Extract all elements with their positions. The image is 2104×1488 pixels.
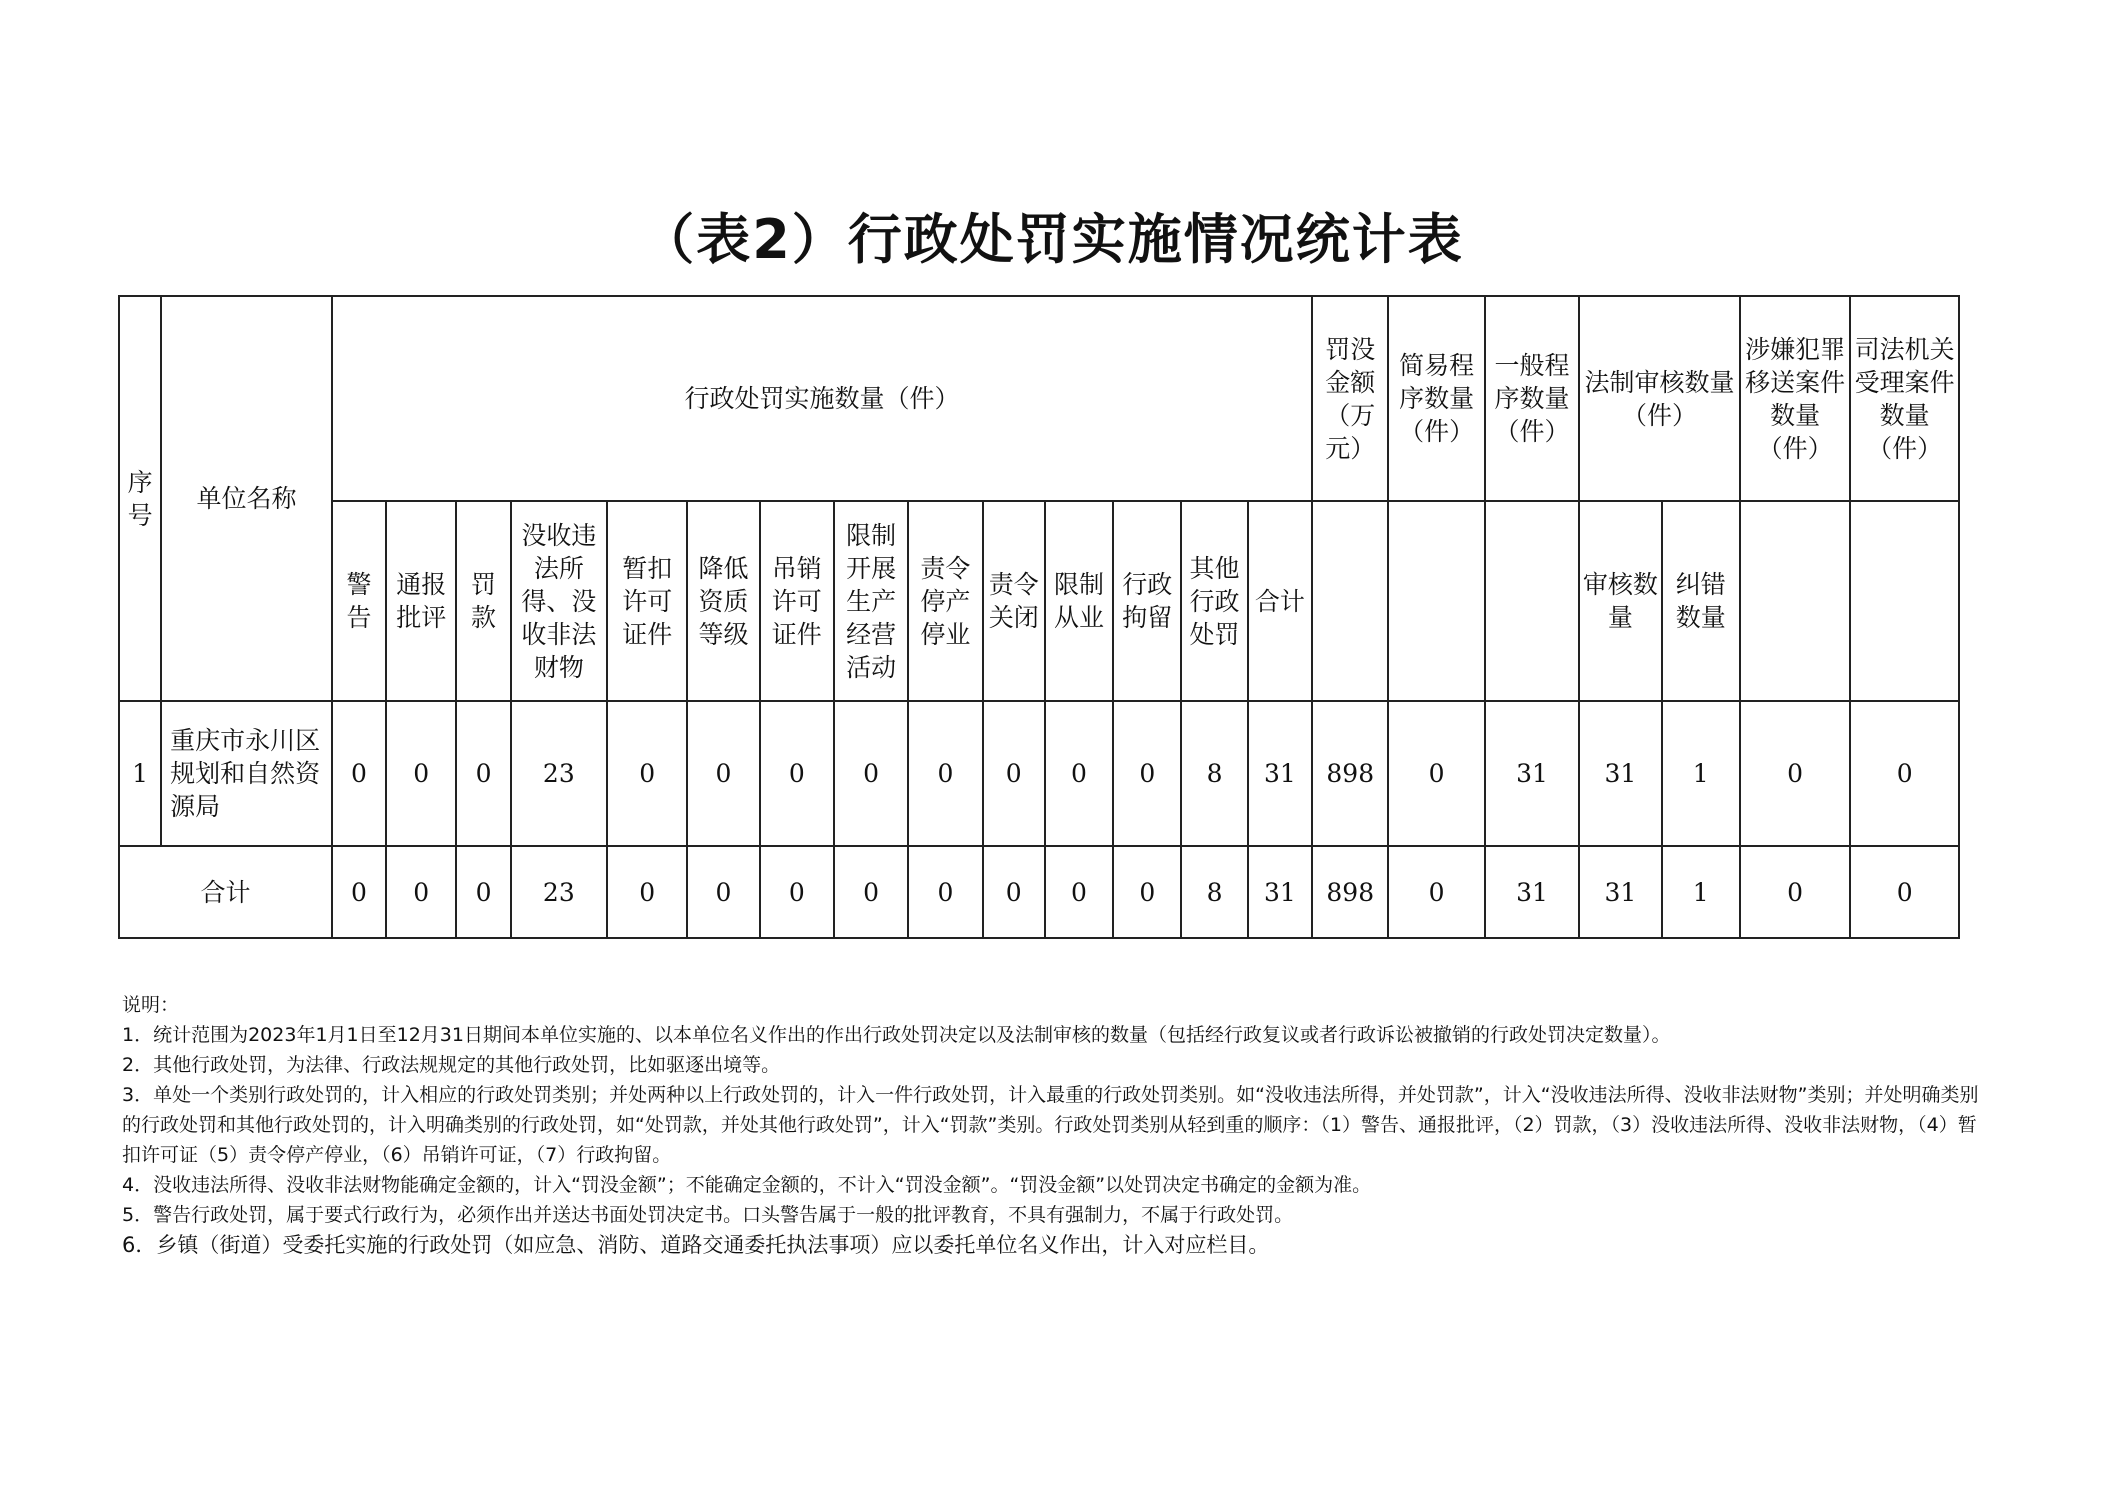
- header-general-procedure: 一般程序数量（件）: [1485, 296, 1579, 501]
- header-other-penalty: 其他行政处罚: [1181, 501, 1247, 701]
- header-crime-transfer: 涉嫌犯罪移送案件数量（件）: [1740, 296, 1850, 501]
- header-seq: 序号: [119, 296, 161, 701]
- cell-value: 0: [834, 701, 908, 846]
- header-employment-restriction: 限制从业: [1045, 501, 1113, 701]
- total-value: 0: [1850, 846, 1959, 938]
- cell-value: 0: [386, 701, 456, 846]
- header-empty: [1388, 501, 1484, 701]
- total-value: 0: [760, 846, 834, 938]
- header-detention: 行政拘留: [1113, 501, 1181, 701]
- total-value: 0: [687, 846, 759, 938]
- cell-value: 0: [1388, 701, 1484, 846]
- total-value: 31: [1248, 846, 1312, 938]
- total-value: 0: [607, 846, 687, 938]
- statistics-table: [118, 295, 1960, 939]
- header-empty: [1740, 501, 1850, 701]
- header-confiscation: 没收违法所得、没收非法财物: [511, 501, 607, 701]
- header-fine-amount: 罚没金额（万元）: [1312, 296, 1388, 501]
- total-value: 0: [386, 846, 456, 938]
- cell-value: 0: [1113, 701, 1181, 846]
- total-value: 898: [1312, 846, 1388, 938]
- cell-value: 1: [1662, 701, 1740, 846]
- cell-value: 0: [687, 701, 759, 846]
- total-value: 0: [456, 846, 510, 938]
- table-row: [119, 701, 1959, 846]
- cell-value: 8: [1181, 701, 1247, 846]
- cell-value: 31: [1248, 701, 1312, 846]
- cell-value: 0: [607, 701, 687, 846]
- note-item: 6．乡镇（街道）受委托实施的行政处罚（如应急、消防、道路交通委托执法事项）应以委托单位名义作出，计入对应栏目。: [122, 1233, 1270, 1257]
- page-title: （表2）行政处罚实施情况统计表: [640, 208, 1464, 271]
- total-value: 0: [834, 846, 908, 938]
- cell-value: 31: [1579, 701, 1661, 846]
- row-seq: 1: [119, 701, 161, 846]
- cell-value: 898: [1312, 701, 1388, 846]
- cell-value: 0: [760, 701, 834, 846]
- note-item: 2．其他行政处罚，为法律、行政法规规定的其他行政处罚，比如驱逐出境等。: [122, 1054, 781, 1076]
- header-penalty-count-group: 行政处罚实施数量（件）: [332, 296, 1312, 501]
- total-value: 0: [1740, 846, 1850, 938]
- total-value: 1: [1662, 846, 1740, 938]
- cell-value: 0: [908, 701, 982, 846]
- header-production-restriction: 限制开展生产经营活动: [834, 501, 908, 701]
- header-judicial-accept: 司法机关受理案件数量（件）: [1850, 296, 1959, 501]
- cell-value: 0: [983, 701, 1045, 846]
- row-unit-name: 重庆市永川区规划和自然资源局: [161, 701, 332, 846]
- total-value: 0: [1388, 846, 1484, 938]
- total-value: 0: [1113, 846, 1181, 938]
- header-circulated-criticism: 通报批评: [386, 501, 456, 701]
- header-subtotal: 合计: [1248, 501, 1312, 701]
- total-row: [119, 846, 1959, 938]
- header-unit-name: 单位名称: [161, 296, 332, 701]
- cell-value: 0: [456, 701, 510, 846]
- total-value: 0: [1045, 846, 1113, 938]
- header-correction-count: 纠错数量: [1662, 501, 1740, 701]
- note-item: 5．警告行政处罚，属于要式行政行为，必须作出并送达书面处罚决定书。口头警告属于一般的批评教育，不具有强制力，不属于行政处罚。: [122, 1204, 1294, 1226]
- total-label: 合计: [119, 846, 332, 938]
- header-suspension-order: 责令停产停业: [908, 501, 982, 701]
- note-item: 3．单处一个类别行政处罚的，计入相应的行政处罚类别；并处两种以上行政处罚的，计入一件行政处罚，计入最重的行政处罚类别。如“没收违法所得，并处罚款”，计入“没收违法所得、没收非法财物”类别；并处明确类别的行政处罚和其他行政处罚的，计入明确类别的行政处罚，如“处罚款，并处其他行政处罚”，计入“罚款”类别。行政处罚类别从轻到重的顺序：（1）警告、通报批评，（2）罚款，（3）没收违法所得、没收非法财物，（4）暂扣许可证（5）责令停产停业，（6）吊销许可证，（7）行政拘留。: [122, 1084, 1979, 1166]
- total-value: 23: [511, 846, 607, 938]
- cell-value: 23: [511, 701, 607, 846]
- cell-value: 31: [1485, 701, 1579, 846]
- header-license-revocation: 吊销许可证件: [760, 501, 834, 701]
- total-value: 0: [332, 846, 386, 938]
- header-legal-review: 法制审核数量（件）: [1579, 296, 1740, 501]
- total-value: 31: [1579, 846, 1661, 938]
- header-qualification-downgrade: 降低资质等级: [687, 501, 759, 701]
- total-value: 0: [908, 846, 982, 938]
- note-item: 4．没收违法所得、没收非法财物能确定金额的，计入“罚没金额”；不能确定金额的，不计入“罚没金额”。“罚没金额”以处罚决定书确定的金额为准。: [122, 1174, 1372, 1196]
- header-warning: 警告: [332, 501, 386, 701]
- header-review-count: 审核数量: [1579, 501, 1661, 701]
- notes-section: [122, 990, 1982, 1260]
- header-simple-procedure: 简易程序数量（件）: [1388, 296, 1484, 501]
- total-value: 8: [1181, 846, 1247, 938]
- notes-heading: 说明：: [122, 994, 180, 1016]
- header-closure-order: 责令关闭: [983, 501, 1045, 701]
- total-value: 31: [1485, 846, 1579, 938]
- cell-value: 0: [1045, 701, 1113, 846]
- header-empty: [1850, 501, 1959, 701]
- header-empty: [1485, 501, 1579, 701]
- header-license-suspension: 暂扣许可证件: [607, 501, 687, 701]
- cell-value: 0: [1850, 701, 1959, 846]
- note-item: 1．统计范围为2023年1月1日至12月31日期间本单位实施的、以本单位名义作出的作出行政处罚决定以及法制审核的数量（包括经行政复议或者行政诉讼被撤销的行政处罚决定数量）。: [122, 1024, 1671, 1046]
- cell-value: 0: [332, 701, 386, 846]
- header-empty: [1312, 501, 1388, 701]
- cell-value: 0: [1740, 701, 1850, 846]
- header-fine: 罚款: [456, 501, 510, 701]
- total-value: 0: [983, 846, 1045, 938]
